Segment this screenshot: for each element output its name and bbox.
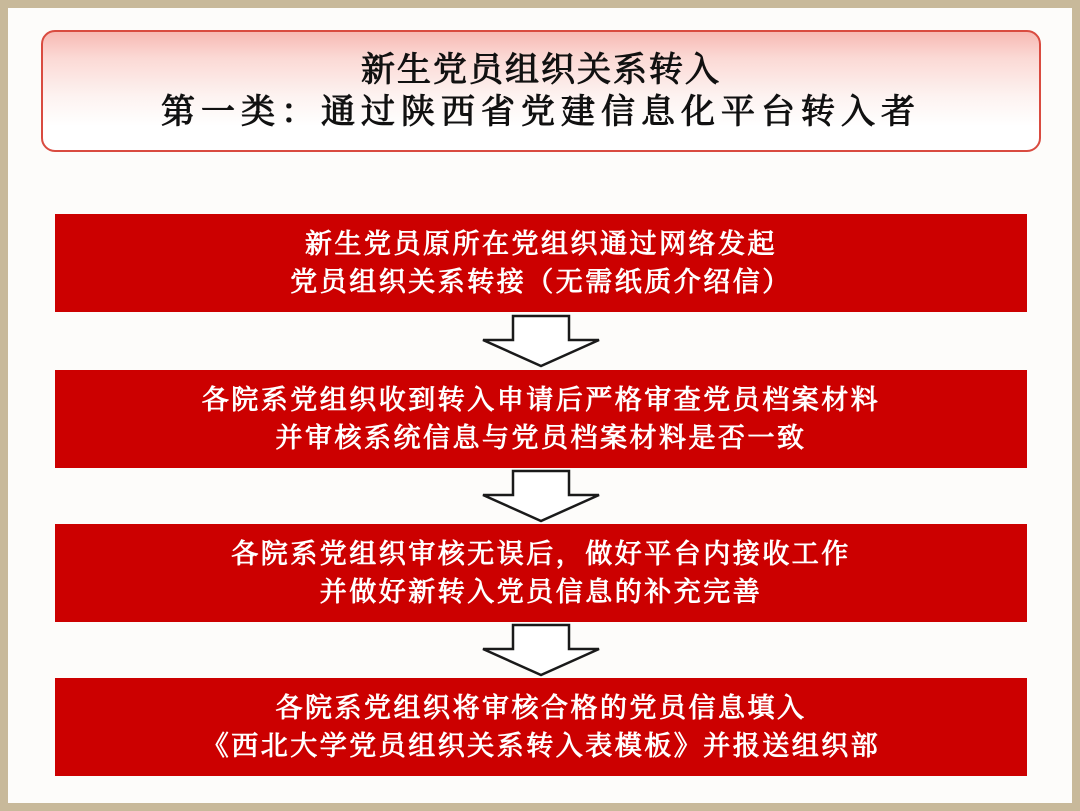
- flow-step-4: [55, 678, 1027, 776]
- flow-step-1: [55, 214, 1027, 312]
- flow-step-4-line-1: 各院系党组织将审核合格的党员信息填入: [275, 692, 807, 723]
- down-arrow-icon-1: [479, 314, 603, 368]
- flow-step-2: [55, 370, 1027, 468]
- title-banner: [41, 30, 1041, 152]
- title-line-primary: 新生党员组织关系转入: [361, 50, 721, 89]
- down-arrow-icon-3: [479, 623, 603, 677]
- flow-step-1-line-2: 党员组织关系转接（无需纸质介绍信）: [290, 267, 792, 297]
- flow-step-3: [55, 524, 1027, 622]
- flow-step-4-line-2: 《西北大学党员组织关系转入表模板》并报送组织部: [201, 731, 881, 761]
- flow-step-3-line-2: 并做好新转入党员信息的补充完善: [319, 577, 763, 607]
- flow-step-1-line-1: 新生党员原所在党组织通过网络发起: [305, 228, 777, 259]
- slide-canvas: [8, 8, 1072, 803]
- flow-step-3-line-1: 各院系党组织审核无误后，做好平台内接收工作: [231, 538, 851, 569]
- down-arrow-icon-2: [479, 469, 603, 523]
- flow-step-2-line-2: 并审核系统信息与党员档案材料是否一致: [275, 423, 807, 453]
- title-line-secondary: 第一类：通过陕西省党建信息化平台转入者: [161, 93, 921, 131]
- flow-step-2-line-1: 各院系党组织收到转入申请后严格审查党员档案材料: [201, 384, 881, 415]
